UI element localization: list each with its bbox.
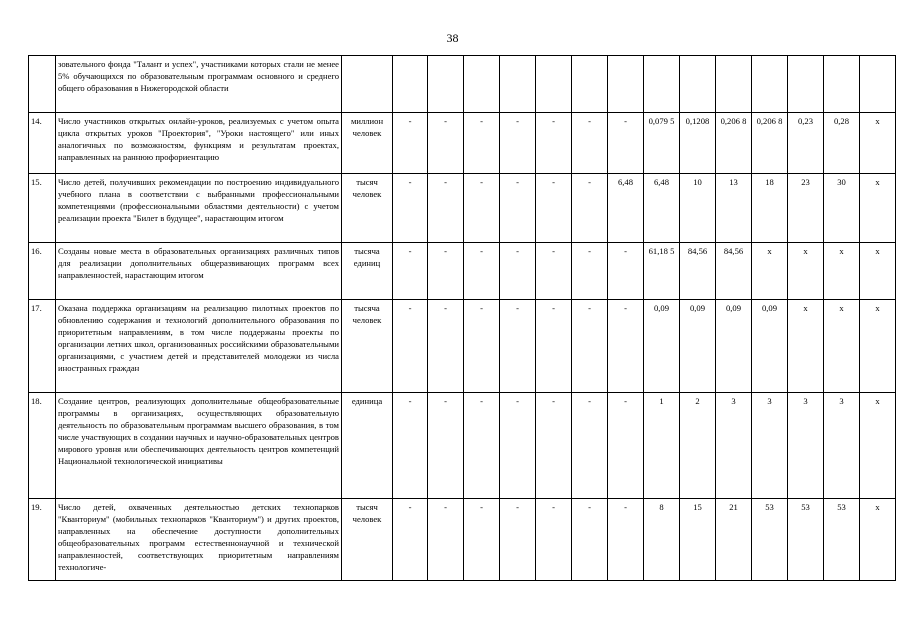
value-cell: - (464, 300, 500, 393)
value-cell: 53 (824, 499, 860, 581)
row-number: 16. (29, 243, 56, 300)
value-cell: 0,23 (788, 113, 824, 174)
value-cell: - (393, 499, 428, 581)
unit-of-measure: тысяча человек (342, 300, 393, 393)
value-cell: - (608, 300, 644, 393)
value-cell: - (572, 243, 608, 300)
value-cell: - (393, 113, 428, 174)
value-cell: 6,48 (644, 174, 680, 243)
value-cell: 13 (716, 174, 752, 243)
value-cell (500, 56, 536, 113)
value-cell: 18 (752, 174, 788, 243)
value-cell: - (393, 174, 428, 243)
value-cell: 2 (680, 393, 716, 499)
value-cell: 61,18 5 (644, 243, 680, 300)
table-row (29, 174, 896, 243)
value-cell: х (824, 300, 860, 393)
table-row (29, 113, 896, 174)
table-row (29, 243, 896, 300)
value-cell: - (464, 174, 500, 243)
indicator-description: Создание центров, реализующих дополнительные общеобразовательные программы в организациях, осуществляющих образовательную деятельность по образовательным программам высшего образования, в том числе участвующих в создании научных и научно-образовательных центров мирового уровня или обеспечивающих деятельность центров компетенций Национальной технологической инициативы (56, 393, 342, 499)
value-cell: - (536, 499, 572, 581)
row-number: 19. (29, 499, 56, 581)
unit-of-measure: тысяча единиц (342, 243, 393, 300)
value-cell (752, 56, 788, 113)
value-cell: 0,09 (716, 300, 752, 393)
indicator-description: Число детей, охваченных деятельностью детских технопарков "Кванториум" (мобильных технопарков "Кванториум") и других проектов, направленных на обеспечение доступности дополнительных общеобразовательных программ естественнонаучной и технической направленностей, соответствующих приоритетным направлениям технологиче- (56, 499, 342, 581)
indicator-description: зовательного фонда "Талант и успех", участниками которых стали не менее 5% обучающихся по образовательным программам основного и среднего общего образования в Нижегородской области (56, 56, 342, 113)
value-cell: 10 (680, 174, 716, 243)
value-cell: х (752, 243, 788, 300)
value-cell: - (536, 300, 572, 393)
value-cell (608, 56, 644, 113)
indicator-description: Созданы новые места в образовательных организациях различных типов для реализации дополнительных общеразвивающих программ всех направленностей, нарастающим итогом (56, 243, 342, 300)
value-cell (860, 56, 896, 113)
value-cell: - (428, 393, 464, 499)
value-cell: 1 (644, 393, 680, 499)
value-cell: - (536, 393, 572, 499)
value-cell: - (608, 393, 644, 499)
value-cell: 3 (716, 393, 752, 499)
table-row (29, 300, 896, 393)
value-cell: - (572, 499, 608, 581)
value-cell: - (428, 113, 464, 174)
value-cell: - (428, 499, 464, 581)
unit-of-measure: тысяч человек (342, 174, 393, 243)
value-cell: - (500, 499, 536, 581)
value-cell: 30 (824, 174, 860, 243)
value-cell: х (824, 243, 860, 300)
value-cell: - (428, 174, 464, 243)
value-cell (536, 56, 572, 113)
value-cell: - (536, 243, 572, 300)
value-cell: 84,56 (680, 243, 716, 300)
value-cell: - (464, 113, 500, 174)
value-cell: х (788, 300, 824, 393)
value-cell: 53 (788, 499, 824, 581)
value-cell (572, 56, 608, 113)
value-cell: 23 (788, 174, 824, 243)
value-cell: 6,48 (608, 174, 644, 243)
value-cell (716, 56, 752, 113)
row-number: 15. (29, 174, 56, 243)
value-cell: х (860, 393, 896, 499)
value-cell: - (500, 174, 536, 243)
value-cell (428, 56, 464, 113)
value-cell: 3 (824, 393, 860, 499)
table-row (29, 499, 896, 581)
unit-of-measure (342, 56, 393, 113)
value-cell: - (500, 243, 536, 300)
value-cell: - (500, 300, 536, 393)
table-row-continuation (29, 56, 896, 113)
row-number (29, 56, 56, 113)
value-cell: - (500, 393, 536, 499)
value-cell (393, 56, 428, 113)
value-cell: 0,09 (752, 300, 788, 393)
value-cell: - (572, 113, 608, 174)
value-cell: - (428, 243, 464, 300)
value-cell: х (860, 174, 896, 243)
indicator-description: Оказана поддержка организациям на реализацию пилотных проектов по обновлению содержания и технологий дополнительного образования по приоритетным направлениям, в том числе поддержаны проекты по организации летних школ, организованных российскими образовательными организациями, с участием детей и представителей молодежи из числа иностранных граждан (56, 300, 342, 393)
value-cell (788, 56, 824, 113)
indicators-table (28, 55, 896, 581)
value-cell: х (860, 243, 896, 300)
row-number: 14. (29, 113, 56, 174)
value-cell (644, 56, 680, 113)
value-cell: - (393, 300, 428, 393)
value-cell: - (464, 243, 500, 300)
value-cell: - (393, 243, 428, 300)
value-cell: х (788, 243, 824, 300)
value-cell: 0,079 5 (644, 113, 680, 174)
value-cell: - (608, 243, 644, 300)
value-cell: 0,09 (644, 300, 680, 393)
table-row (29, 393, 896, 499)
value-cell: 8 (644, 499, 680, 581)
value-cell: х (860, 499, 896, 581)
value-cell: 21 (716, 499, 752, 581)
value-cell: 3 (752, 393, 788, 499)
indicator-description: Число участников открытых онлайн-уроков, реализуемых с учетом опыта цикла открытых уроков "Проектория", "Уроки настоящего" или иных аналогичных по возможностям, функциям и результатам проектах, направленных на раннюю профориентацию (56, 113, 342, 174)
value-cell: - (536, 113, 572, 174)
value-cell: х (860, 113, 896, 174)
value-cell: - (536, 174, 572, 243)
value-cell (824, 56, 860, 113)
row-number: 18. (29, 393, 56, 499)
unit-of-measure: тысяч человек (342, 499, 393, 581)
value-cell: - (464, 499, 500, 581)
value-cell: 0,206 8 (716, 113, 752, 174)
value-cell: 0,09 (680, 300, 716, 393)
value-cell: - (572, 174, 608, 243)
value-cell: - (572, 393, 608, 499)
value-cell: 0,206 8 (752, 113, 788, 174)
indicator-description: Число детей, получивших рекомендации по построению индивидуального учебного плана в соответствии с выбранными профессиональными компетенциями (профессиональными областями деятельности) с учетом реализации проекта "Билет в будущее", нарастающим итогом (56, 174, 342, 243)
value-cell (464, 56, 500, 113)
value-cell: - (393, 393, 428, 499)
value-cell (680, 56, 716, 113)
value-cell: - (428, 300, 464, 393)
value-cell: 0,28 (824, 113, 860, 174)
value-cell: 3 (788, 393, 824, 499)
value-cell: - (500, 113, 536, 174)
value-cell: - (572, 300, 608, 393)
value-cell: 15 (680, 499, 716, 581)
value-cell: 84,56 (716, 243, 752, 300)
value-cell: - (608, 113, 644, 174)
value-cell: - (608, 499, 644, 581)
value-cell: 53 (752, 499, 788, 581)
row-number: 17. (29, 300, 56, 393)
value-cell: - (464, 393, 500, 499)
unit-of-measure: миллион человек (342, 113, 393, 174)
value-cell: х (860, 300, 896, 393)
value-cell: 0,1208 (680, 113, 716, 174)
unit-of-measure: единица (342, 393, 393, 499)
page-number: 38 (446, 31, 459, 45)
